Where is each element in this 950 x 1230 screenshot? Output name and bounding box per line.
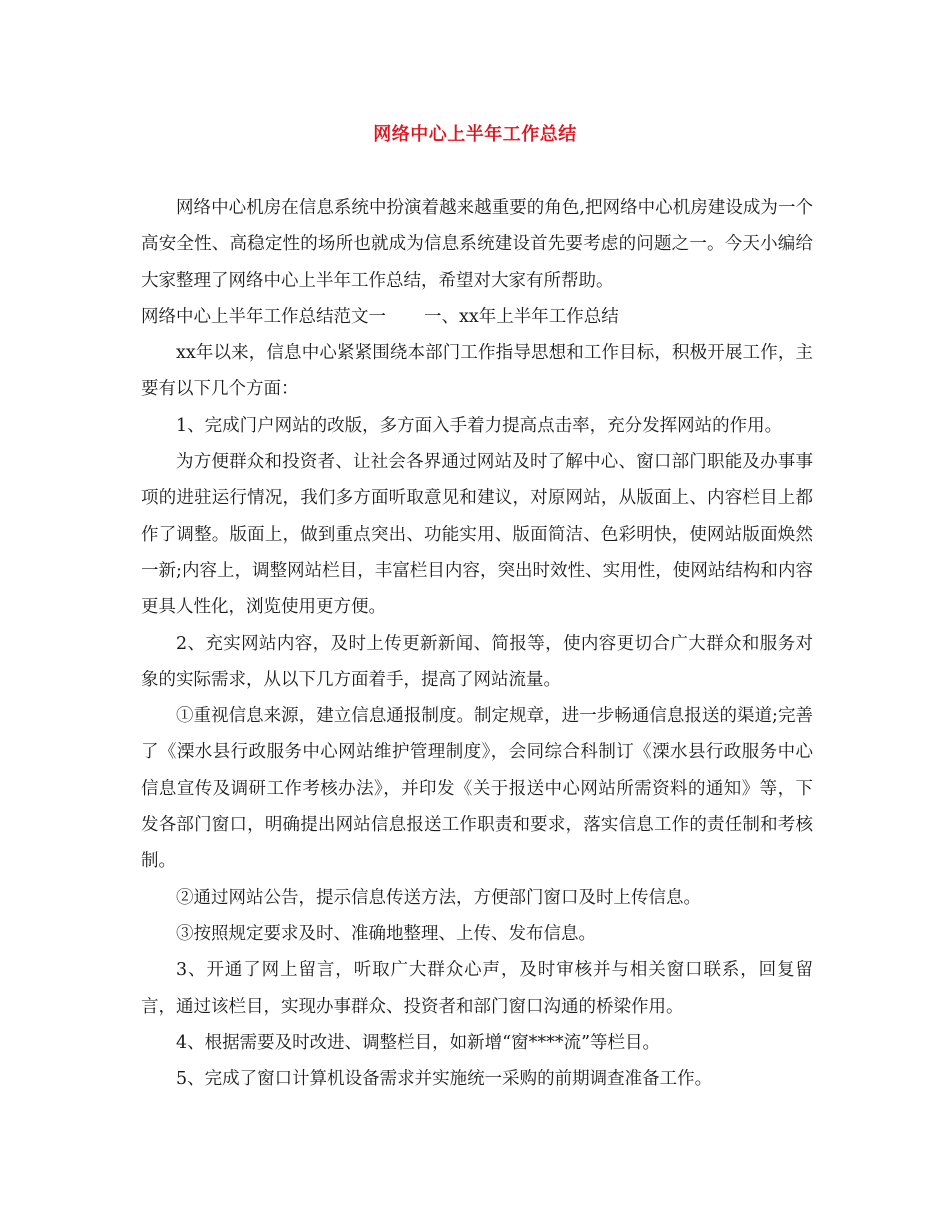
paragraph-item-2-point-2: ②通过网站公告，提示信息传送方法，方便部门窗口及时上传信息。 — [176, 887, 701, 908]
paragraph-item-3: 3、开通了网上留言，听取广大群众心声，及时审核并与相关窗口联系，回复留言，通过该栏目，实现办事群众、投资者和部门窗口沟通的桥梁作用。 — [141, 960, 813, 1017]
paragraph-item-2-point-1: ①重视信息来源，建立信息通报制度。制定规章，进一步畅通信息报送的渠道;完善了《溧水县行政服务中心网站维护管理制度》，会同综合科制订《溧水县行政服务中心信息宣传及调研工作考核办法》，并印发《关于报送中心网站所需资料的通知》等，下发各部门窗口，明确提出网站信息报送工作职责和要求，落实信息工作的责任制和考核制。 — [141, 706, 813, 872]
section-heading-line — [141, 299, 813, 335]
paragraph-item-5: 5、完成了窗口计算机设备需求并实施统一采购的前期调查准备工作。 — [176, 1069, 713, 1090]
document-body — [141, 190, 813, 1097]
paragraph-item-2: 2、充实网站内容，及时上传更新新闻、简报等，使内容更切合广大群众和服务对象的实际需求，从以下几方面着手，提高了网站流量。 — [141, 633, 813, 690]
document-title: 网络中心上半年工作总结 — [373, 124, 577, 145]
paragraph-item-1: 1、完成门户网站的改版，多方面入手着力提高点击率，充分发挥网站的作用。 — [176, 415, 783, 436]
paragraph-item-2-point-3: ③按照规定要求及时、准确地整理、上传、发布信息。 — [176, 923, 596, 944]
subsection-heading: 一、xx年上半年工作总结 — [424, 306, 619, 327]
intro-paragraph: 网络中心机房在信息系统中扮演着越来越重要的角色,把网络中心机房建设成为一个高安全性、高稳定性的场所也就成为信息系统建设首先要考虑的问题之一。今天小编给大家整理了网络中心上半年工作总结，希望对大家有所帮助。 — [141, 198, 813, 291]
paragraph-overview: xx年以来，信息中心紧紧围绕本部门工作指导思想和工作目标，积极开展工作，主要有以下几个方面： — [141, 343, 813, 400]
section-heading: 网络中心上半年工作总结范文一 — [141, 306, 386, 327]
paragraph-item-4: 4、根据需要及时改进、调整栏目，如新增“窗****流”等栏目。 — [176, 1032, 661, 1053]
paragraph-item-1-detail: 为方便群众和投资者、让社会各界通过网站及时了解中心、窗口部门职能及办事事项的进驻运行情况，我们多方面听取意见和建议，对原网站，从版面上、内容栏目上都作了调整。版面上，做到重点突出、功能实用、版面简洁、色彩明快，使网站版面焕然一新;内容上，调整网站栏目，丰富栏目内容，突出时效性、实用性，使网站结构和内容更具人性化，浏览使用更方便。 — [141, 452, 813, 618]
